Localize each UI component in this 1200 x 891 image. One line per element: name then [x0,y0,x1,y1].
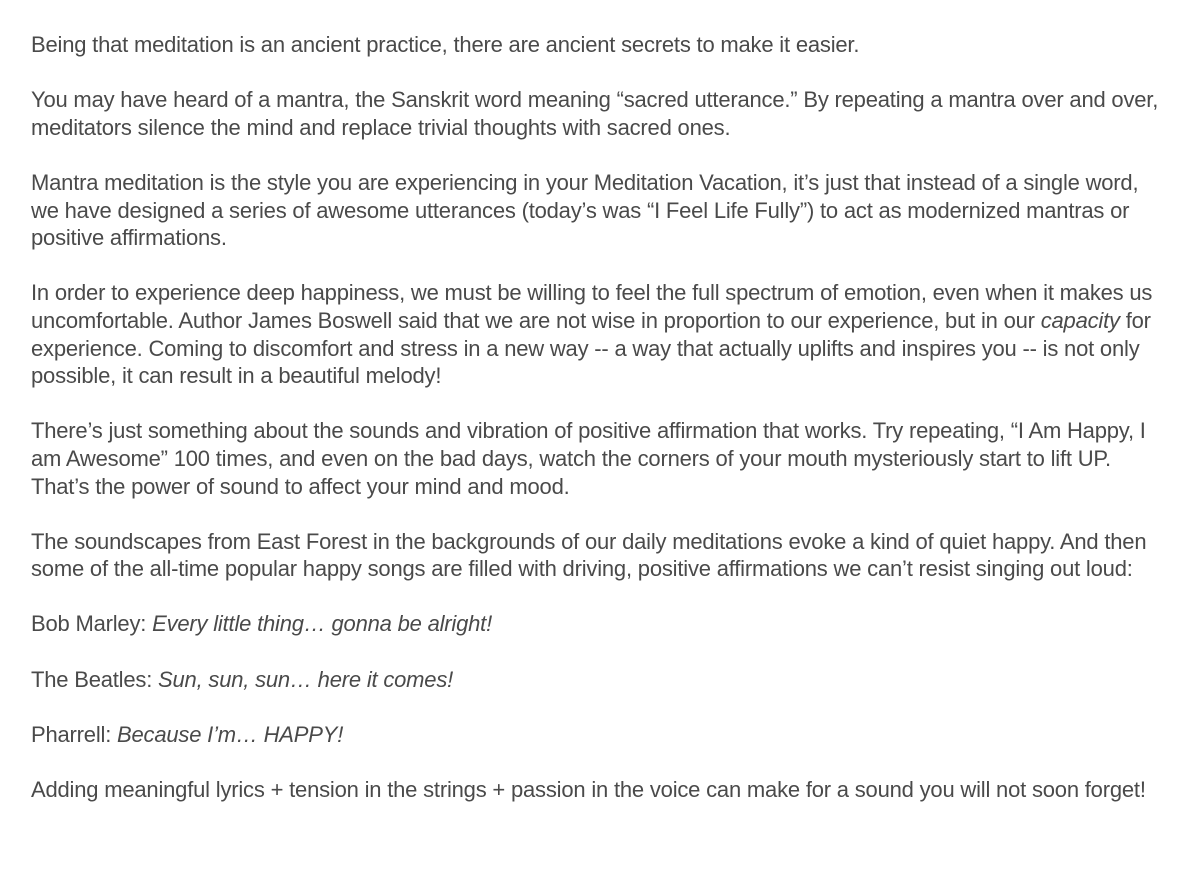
emphasis-capacity: capacity [1040,307,1120,333]
article-body [31,31,1171,804]
paragraph-mantra: You may have heard of a mantra, the Sanskrit word meaning “sacred utterance.” By repeating a mantra over and over, meditators silence the mind and replace trivial thoughts with sacred ones. [31,87,1159,140]
paragraph-intro: Being that meditation is an ancient practice, there are ancient secrets to make it easier. [31,32,860,57]
paragraph-soundscapes: The soundscapes from East Forest in the backgrounds of our daily meditations evoke a kind of quiet happy. And then some of the all-time popular happy songs are filled with driving, positive affirmations we can’t resist singing out loud: [31,528,1147,582]
paragraph-happiness-before: In order to experience deep happiness, we must be willing to feel the full spectrum of emotion, even when it makes us uncomfortable. Author James Boswell said that we are not wise in proportion to our experience, but in our [31,280,1153,333]
quote-pharrell [31,721,1171,749]
quote-artist: Bob Marley: [31,611,153,637]
paragraph-happiness [31,279,1171,389]
quote-bob-marley [31,610,1171,638]
quote-artist: The Beatles: [31,666,159,692]
quote-lyric: Because I’m… HAPPY! [117,721,344,747]
paragraph-closing: Adding meaningful lyrics + tension in the strings + passion in the voice can make for a sound you will not soon forget! [31,777,1146,803]
quote-artist: Pharrell: [31,721,118,747]
quote-lyric: Every little thing… gonna be alright! [152,611,492,637]
quote-lyric: Sun, sun, sun… here it comes! [158,666,454,692]
paragraph-happiness-after: for experience. Coming to discomfort and stress in a new way -- a way that actually uplifts and inspires you -- is not only possible, it can result in a beautiful melody! [31,307,1151,389]
quote-the-beatles [31,666,1171,694]
paragraph-mantra-meditation: Mantra meditation is the style you are experiencing in your Meditation Vacation, it’s just that instead of a single word, we have designed a series of awesome utterances (today’s was “I Feel Life Fully”) to act as modernized mantras or positive affirmations. [31,169,1139,251]
paragraph-affirmation: There’s just something about the sounds and vibration of positive affirmation that works. Try repeating, “I Am Happy, I am Awesome” 100 times, and even on the bad days, watch the corners of your mouth mysteriously start to lift UP. That’s the power of sound to affect your mind and mood. [31,418,1146,499]
